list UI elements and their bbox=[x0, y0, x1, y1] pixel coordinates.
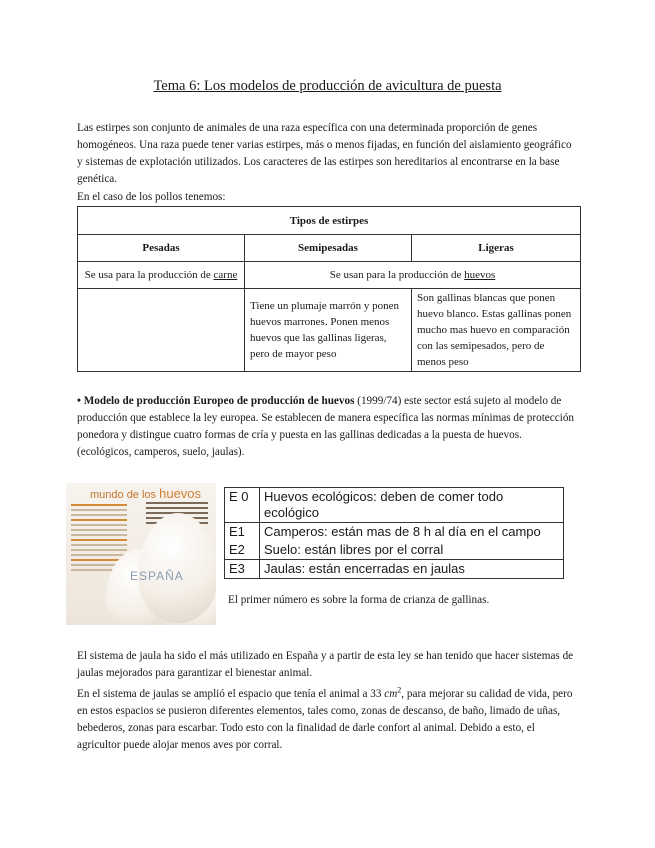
egg-code: E3 bbox=[225, 560, 260, 579]
egg-codes-table bbox=[224, 487, 564, 579]
space-text-before: En el sistema de jaulas se amplió el espacio que tenía el animal a 33 bbox=[77, 688, 385, 700]
cover-brand-big: huevos bbox=[159, 486, 202, 501]
egg-code: E 0 bbox=[225, 488, 260, 523]
egg-code: E2 bbox=[225, 541, 260, 560]
bullet: • bbox=[77, 395, 81, 407]
estirpes-table bbox=[77, 206, 581, 372]
pesadas-use-cell bbox=[78, 262, 245, 289]
jaula-space-paragraph bbox=[77, 686, 577, 754]
estirpes-table-header: Tipos de estirpes bbox=[78, 207, 581, 235]
pesadas-use-text: Se usa para la producción de bbox=[84, 269, 214, 281]
column-header-ligeras: Ligeras bbox=[412, 235, 581, 262]
semi-ligeras-use-text: Se usan para la producción de bbox=[329, 269, 465, 281]
egg-code-desc: Jaulas: están encerradas en jaulas bbox=[260, 560, 564, 579]
egg-code: E1 bbox=[225, 523, 260, 542]
cover-brand-small: mundo de los bbox=[90, 489, 157, 501]
modelo-europeo-heading: Modelo de producción Europeo de producción de huevos bbox=[83, 395, 355, 407]
space-unit-exponent: 2 bbox=[397, 685, 402, 695]
modelo-europeo-text: (1999/74) este sector está sujeto al modelo de producción que establece la ley europea. Se establecen de manera específica las normas mínimas de protección ponedora y distingue cuatro formas de cría y puesta en las gallinas dedicadas a la puesta de huevos. (ecológicos, camperos, suelo, jaulas). bbox=[77, 395, 575, 458]
egg-code-desc: Camperos: están mas de 8 h al día en el campo bbox=[260, 523, 564, 542]
cover-egg-stamp: ESPAÑA bbox=[130, 569, 184, 583]
pesadas-desc-cell bbox=[78, 289, 245, 372]
space-text-after: , para mejorar su calidad de vida, pero en estos espacios se pusieron diferentes elementos, tales como, zonas de descanso, de baño, limado de uñas, bebederos, zonas para escarbar. Todo esto con la finalidad de darle confort al animal. Debido a esto, el agricultor puede alojar menos aves por corral. bbox=[77, 688, 573, 751]
column-header-semipesadas: Semipesadas bbox=[245, 235, 412, 262]
egg-code-desc: Huevos ecológicos: deben de comer todo ecológico bbox=[260, 488, 564, 523]
mundo-huevos-cover-image bbox=[66, 483, 216, 625]
huevos-link[interactable]: huevos bbox=[464, 269, 496, 281]
page-title: Tema 6: Los modelos de producción de avicultura de puesta bbox=[153, 78, 502, 94]
modelo-europeo-paragraph bbox=[77, 393, 577, 461]
carne-link[interactable]: carne bbox=[213, 269, 238, 281]
jaula-system-paragraph: El sistema de jaula ha sido el más utilizado en España y a partir de esta ley se han tenido que hacer sistemas de jaulas mejorados para garantizar el bienestar animal. bbox=[77, 650, 574, 679]
space-unit: cm bbox=[384, 688, 398, 700]
egg-shape-center bbox=[138, 513, 216, 623]
egg-codes-caption: El primer número es sobre la forma de crianza de gallinas. bbox=[228, 594, 490, 606]
semipesadas-desc-cell: Tiene un plumaje marrón y ponen huevos marrones. Ponen menos huevos que las gallinas ligeras, pero de mayor peso bbox=[245, 289, 412, 372]
intro-paragraph: Las estirpes son conjunto de animales de una raza específica con una determinada proporción de genes homogéneos. Una raza puede tener varias estirpes, más o menos fijadas, en función del aislamiento geográfico y sistemas de explotación utilizados. Los caracteres de las estirpes son hereditarios al encontrarse en la base genética. bbox=[77, 122, 572, 185]
semi-ligeras-use-cell bbox=[245, 262, 581, 289]
intro-lead-in: En el caso de los pollos tenemos: bbox=[77, 191, 226, 203]
ligeras-desc-cell: Son gallinas blancas que ponen huevo blanco. Estas gallinas ponen mucho mas huevo en comparación con las semipesados, pero de menos peso bbox=[412, 289, 581, 372]
egg-code-desc: Suelo: están libres por el corral bbox=[260, 541, 564, 560]
column-header-pesadas: Pesadas bbox=[78, 235, 245, 262]
